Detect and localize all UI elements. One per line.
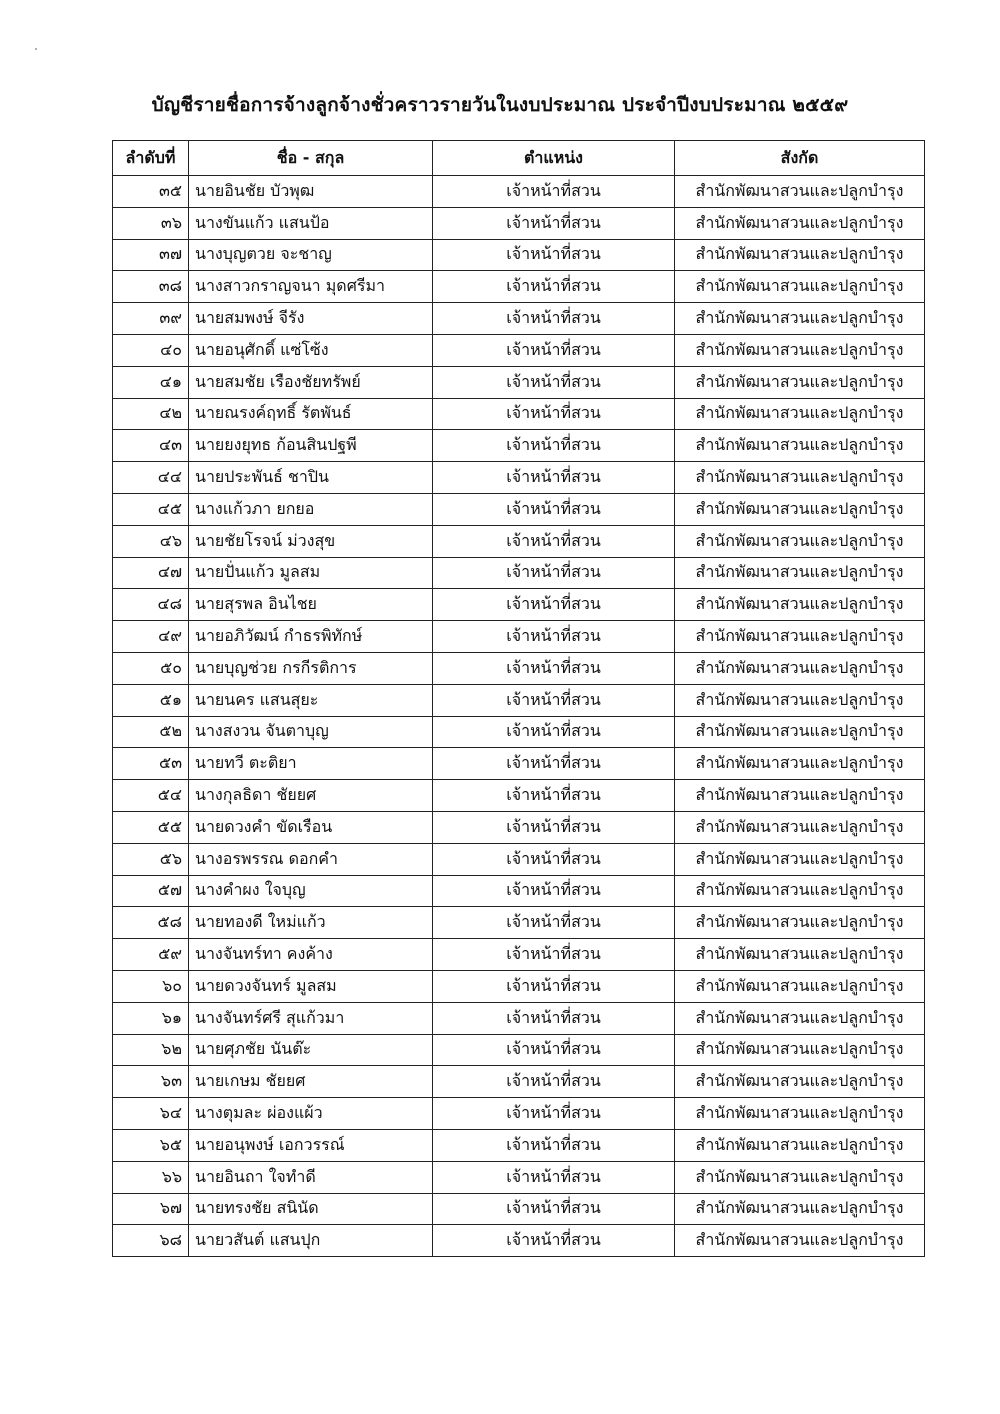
row-number: ๕๔ (113, 780, 189, 812)
table-row (113, 430, 925, 462)
row-number: ๕๒ (113, 716, 189, 748)
row-name: นางจันทร์ทา คงค้าง (189, 939, 433, 971)
row-name: นายอนุศักดิ์ แซ่โซ้ง (189, 334, 433, 366)
table-row (113, 780, 925, 812)
row-position: เจ้าหน้าที่สวน (433, 1066, 675, 1098)
row-name: นางตุมละ ผ่องแผ้ว (189, 1098, 433, 1130)
table-row (113, 1129, 925, 1161)
row-position: เจ้าหน้าที่สวน (433, 207, 675, 239)
row-number: ๔๐ (113, 334, 189, 366)
row-number: ๔๕ (113, 493, 189, 525)
row-number: ๔๖ (113, 525, 189, 557)
table-body (113, 176, 925, 1257)
row-unit: สำนักพัฒนาสวนและปลูกบำรุง (675, 716, 925, 748)
header-name: ชื่อ - สกุล (189, 141, 433, 176)
row-unit: สำนักพัฒนาสวนและปลูกบำรุง (675, 334, 925, 366)
row-position: เจ้าหน้าที่สวน (433, 493, 675, 525)
row-number: ๔๘ (113, 589, 189, 621)
row-position: เจ้าหน้าที่สวน (433, 939, 675, 971)
row-number: ๖๑ (113, 1002, 189, 1034)
row-unit: สำนักพัฒนาสวนและปลูกบำรุง (675, 1002, 925, 1034)
row-number: ๓๕ (113, 176, 189, 208)
row-unit: สำนักพัฒนาสวนและปลูกบำรุง (675, 557, 925, 589)
row-number: ๕๙ (113, 939, 189, 971)
table-header-row (113, 141, 925, 176)
row-name: นายเกษม ชัยยศ (189, 1066, 433, 1098)
row-position: เจ้าหน้าที่สวน (433, 652, 675, 684)
row-name: นายอนุพงษ์ เอกวรรณ์ (189, 1129, 433, 1161)
table-row (113, 1161, 925, 1193)
table-row (113, 939, 925, 971)
table-row (113, 557, 925, 589)
row-name: นายณรงค์ฤทธิ์ รัตพันธ์ (189, 398, 433, 430)
row-unit: สำนักพัฒนาสวนและปลูกบำรุง (675, 684, 925, 716)
row-unit: สำนักพัฒนาสวนและปลูกบำรุง (675, 398, 925, 430)
row-number: ๕๕ (113, 811, 189, 843)
row-position: เจ้าหน้าที่สวน (433, 271, 675, 303)
row-position: เจ้าหน้าที่สวน (433, 970, 675, 1002)
row-name: นายปั่นแก้ว มูลสม (189, 557, 433, 589)
row-number: ๔๗ (113, 557, 189, 589)
row-name: นายอภิวัฒน์ กำธรพิทักษ์ (189, 621, 433, 653)
row-position: เจ้าหน้าที่สวน (433, 303, 675, 335)
row-number: ๓๖ (113, 207, 189, 239)
row-unit: สำนักพัฒนาสวนและปลูกบำรุง (675, 1225, 925, 1257)
row-name: นายอินถา ใจทำดี (189, 1161, 433, 1193)
row-number: ๕๐ (113, 652, 189, 684)
row-position: เจ้าหน้าที่สวน (433, 366, 675, 398)
table-row (113, 398, 925, 430)
row-number: ๖๔ (113, 1098, 189, 1130)
row-position: เจ้าหน้าที่สวน (433, 716, 675, 748)
row-unit: สำนักพัฒนาสวนและปลูกบำรุง (675, 589, 925, 621)
table-row (113, 303, 925, 335)
row-position: เจ้าหน้าที่สวน (433, 525, 675, 557)
header-position: ตำแหน่ง (433, 141, 675, 176)
row-name: นายบุญช่วย กรกีรติการ (189, 652, 433, 684)
table-row (113, 1034, 925, 1066)
row-unit: สำนักพัฒนาสวนและปลูกบำรุง (675, 366, 925, 398)
row-number: ๖๐ (113, 970, 189, 1002)
table-row (113, 907, 925, 939)
row-name: นางคำผง ใจบุญ (189, 875, 433, 907)
table-row (113, 525, 925, 557)
row-position: เจ้าหน้าที่สวน (433, 1098, 675, 1130)
table-row (113, 1002, 925, 1034)
table-row (113, 271, 925, 303)
row-name: นายวสันต์ แสนปุก (189, 1225, 433, 1257)
row-position: เจ้าหน้าที่สวน (433, 239, 675, 271)
row-position: เจ้าหน้าที่สวน (433, 748, 675, 780)
row-number: ๖๒ (113, 1034, 189, 1066)
row-name: นายอินชัย บัวพุฒ (189, 176, 433, 208)
row-number: ๖๗ (113, 1193, 189, 1225)
row-number: ๔๓ (113, 430, 189, 462)
row-name: นายดวงจันทร์ มูลสม (189, 970, 433, 1002)
row-name: นายสมพงษ์ จีรัง (189, 303, 433, 335)
scan-speck (35, 48, 37, 50)
row-position: เจ้าหน้าที่สวน (433, 430, 675, 462)
row-name: นายสมชัย เรืองชัยทรัพย์ (189, 366, 433, 398)
table-row (113, 493, 925, 525)
header-unit: สังกัด (675, 141, 925, 176)
row-unit: สำนักพัฒนาสวนและปลูกบำรุง (675, 271, 925, 303)
row-unit: สำนักพัฒนาสวนและปลูกบำรุง (675, 939, 925, 971)
table-row (113, 1193, 925, 1225)
header-no: ลำดับที่ (113, 141, 189, 176)
row-unit: สำนักพัฒนาสวนและปลูกบำรุง (675, 780, 925, 812)
row-unit: สำนักพัฒนาสวนและปลูกบำรุง (675, 1098, 925, 1130)
row-unit: สำนักพัฒนาสวนและปลูกบำรุง (675, 621, 925, 653)
row-unit: สำนักพัฒนาสวนและปลูกบำรุง (675, 875, 925, 907)
row-name: นางอรพรรณ ดอกคำ (189, 843, 433, 875)
table-row (113, 239, 925, 271)
row-unit: สำนักพัฒนาสวนและปลูกบำรุง (675, 239, 925, 271)
row-position: เจ้าหน้าที่สวน (433, 1002, 675, 1034)
table-row (113, 652, 925, 684)
staff-table (112, 140, 925, 1257)
row-unit: สำนักพัฒนาสวนและปลูกบำรุง (675, 811, 925, 843)
row-number: ๖๕ (113, 1129, 189, 1161)
table-row (113, 176, 925, 208)
row-unit: สำนักพัฒนาสวนและปลูกบำรุง (675, 907, 925, 939)
row-unit: สำนักพัฒนาสวนและปลูกบำรุง (675, 176, 925, 208)
row-name: นายยงยุทธ ก้อนสินปฐพี (189, 430, 433, 462)
row-name: นางแก้วภา ยกยอ (189, 493, 433, 525)
row-unit: สำนักพัฒนาสวนและปลูกบำรุง (675, 652, 925, 684)
row-unit: สำนักพัฒนาสวนและปลูกบำรุง (675, 493, 925, 525)
row-position: เจ้าหน้าที่สวน (433, 621, 675, 653)
table-row (113, 589, 925, 621)
row-number: ๔๑ (113, 366, 189, 398)
table-row (113, 811, 925, 843)
row-unit: สำนักพัฒนาสวนและปลูกบำรุง (675, 843, 925, 875)
row-unit: สำนักพัฒนาสวนและปลูกบำรุง (675, 1129, 925, 1161)
table-row (113, 207, 925, 239)
row-position: เจ้าหน้าที่สวน (433, 462, 675, 494)
table-row (113, 1098, 925, 1130)
row-number: ๓๘ (113, 271, 189, 303)
row-unit: สำนักพัฒนาสวนและปลูกบำรุง (675, 1034, 925, 1066)
row-name: นางบุญตวย จะชาญ (189, 239, 433, 271)
row-position: เจ้าหน้าที่สวน (433, 1034, 675, 1066)
row-unit: สำนักพัฒนาสวนและปลูกบำรุง (675, 1161, 925, 1193)
row-number: ๕๗ (113, 875, 189, 907)
row-position: เจ้าหน้าที่สวน (433, 557, 675, 589)
row-name: นางจันทร์ศรี สุแก้วมา (189, 1002, 433, 1034)
row-unit: สำนักพัฒนาสวนและปลูกบำรุง (675, 1066, 925, 1098)
page-title: บัญชีรายชื่อการจ้างลูกจ้างชั่วคราวรายวันในงบประมาณ ประจำปีงบประมาณ ๒๕๕๙ (151, 94, 849, 116)
row-name: นายดวงคำ ขัดเรือน (189, 811, 433, 843)
row-number: ๔๒ (113, 398, 189, 430)
row-unit: สำนักพัฒนาสวนและปลูกบำรุง (675, 430, 925, 462)
row-position: เจ้าหน้าที่สวน (433, 1225, 675, 1257)
row-position: เจ้าหน้าที่สวน (433, 811, 675, 843)
row-number: ๕๖ (113, 843, 189, 875)
table-row (113, 334, 925, 366)
row-unit: สำนักพัฒนาสวนและปลูกบำรุง (675, 525, 925, 557)
row-unit: สำนักพัฒนาสวนและปลูกบำรุง (675, 1193, 925, 1225)
row-position: เจ้าหน้าที่สวน (433, 1161, 675, 1193)
row-name: นางกุลธิดา ชัยยศ (189, 780, 433, 812)
row-position: เจ้าหน้าที่สวน (433, 1193, 675, 1225)
row-position: เจ้าหน้าที่สวน (433, 684, 675, 716)
row-name: นายสุรพล อินไชย (189, 589, 433, 621)
row-name: นางสาวกราญจนา มุดศรีมา (189, 271, 433, 303)
row-name: นางสงวน จันตาบุญ (189, 716, 433, 748)
row-unit: สำนักพัฒนาสวนและปลูกบำรุง (675, 462, 925, 494)
table-row (113, 843, 925, 875)
table-row (113, 970, 925, 1002)
row-position: เจ้าหน้าที่สวน (433, 589, 675, 621)
row-number: ๖๘ (113, 1225, 189, 1257)
row-unit: สำนักพัฒนาสวนและปลูกบำรุง (675, 207, 925, 239)
row-name: นายทวี ตะติยา (189, 748, 433, 780)
table-row (113, 684, 925, 716)
row-number: ๓๗ (113, 239, 189, 271)
table-row (113, 621, 925, 653)
row-position: เจ้าหน้าที่สวน (433, 398, 675, 430)
row-number: ๔๙ (113, 621, 189, 653)
row-number: ๕๓ (113, 748, 189, 780)
row-number: ๖๓ (113, 1066, 189, 1098)
row-name: นายประพันธ์ ชาปิน (189, 462, 433, 494)
row-position: เจ้าหน้าที่สวน (433, 907, 675, 939)
row-name: นายทรงชัย สนินัด (189, 1193, 433, 1225)
row-unit: สำนักพัฒนาสวนและปลูกบำรุง (675, 303, 925, 335)
row-position: เจ้าหน้าที่สวน (433, 1129, 675, 1161)
row-name: นายชัยโรจน์ ม่วงสุข (189, 525, 433, 557)
row-number: ๔๔ (113, 462, 189, 494)
row-number: ๕๘ (113, 907, 189, 939)
row-number: ๓๙ (113, 303, 189, 335)
table-row (113, 366, 925, 398)
row-name: นายนคร แสนสุยะ (189, 684, 433, 716)
row-unit: สำนักพัฒนาสวนและปลูกบำรุง (675, 748, 925, 780)
table-row (113, 462, 925, 494)
row-number: ๖๖ (113, 1161, 189, 1193)
row-position: เจ้าหน้าที่สวน (433, 875, 675, 907)
table-row (113, 716, 925, 748)
row-position: เจ้าหน้าที่สวน (433, 176, 675, 208)
row-number: ๕๑ (113, 684, 189, 716)
table-row (113, 1066, 925, 1098)
row-position: เจ้าหน้าที่สวน (433, 843, 675, 875)
row-position: เจ้าหน้าที่สวน (433, 334, 675, 366)
row-unit: สำนักพัฒนาสวนและปลูกบำรุง (675, 970, 925, 1002)
table-row (113, 875, 925, 907)
row-position: เจ้าหน้าที่สวน (433, 780, 675, 812)
row-name: นางขันแก้ว แสนป้อ (189, 207, 433, 239)
table-row (113, 1225, 925, 1257)
row-name: นายทองดี ใหม่แก้ว (189, 907, 433, 939)
table-row (113, 748, 925, 780)
row-name: นายศุภชัย นันต๊ะ (189, 1034, 433, 1066)
